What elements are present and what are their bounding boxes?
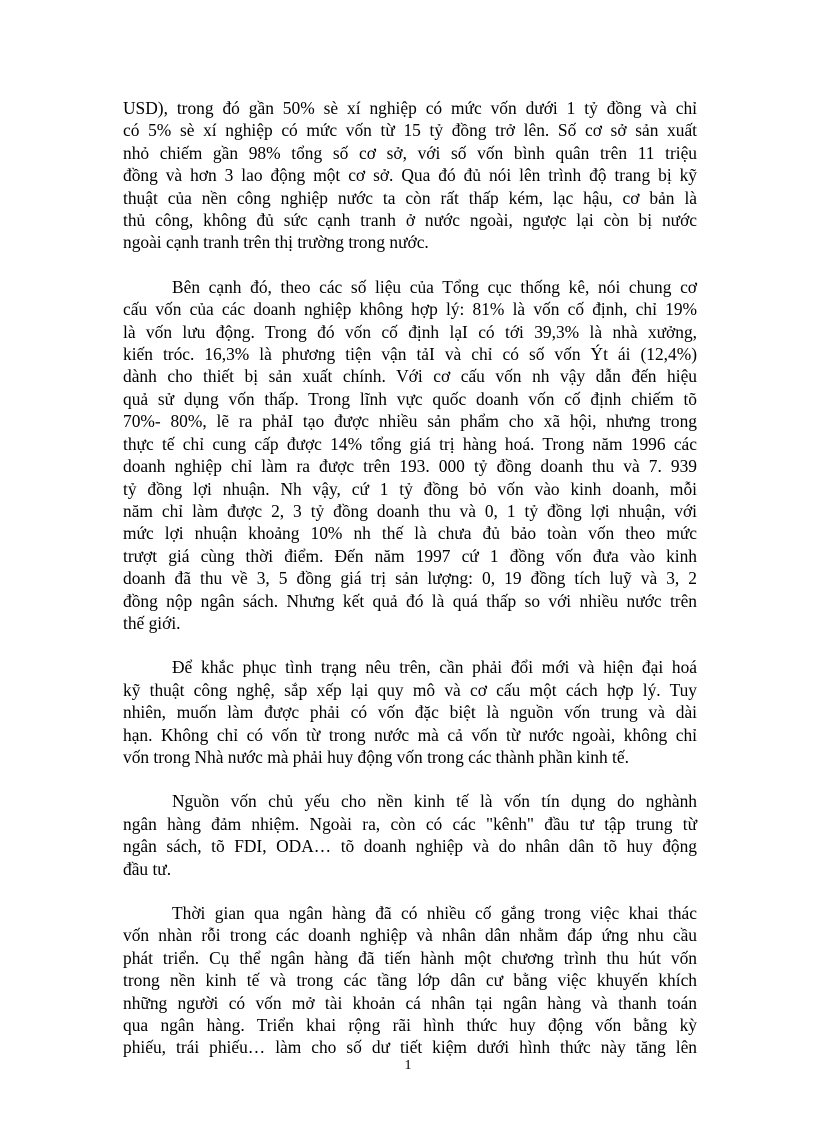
text-line: kiến tróc. 16,3% là phương tiện vận tảI và chỉ có số vốn Ýt ái (12,4%) [123,344,697,365]
text-line: thế giới. [123,612,181,633]
text-line: nhiên, muốn làm được phải có vốn đặc biệt là nguồn vốn trung và dài [123,702,697,723]
paragraph-5 [123,902,697,1059]
text-line: vốn nhàn rỗi trong các doanh nghiệp và nhân dân nhằm đáp ứng nhu cầu [123,925,697,946]
text-line: hạn. Không chỉ có vốn từ trong nước mà cả vốn từ nước ngoài, không chỉ [123,724,697,745]
text-line: đồng và hơn 3 lao động một cơ sở. Qua đó đủ nói lên trình độ trang bị kỹ [123,165,697,186]
text-line: doanh nghiệp chỉ làm ra được trên 193. 000 tỷ đồng doanh thu và 7. 939 [123,456,697,477]
text-line: Thời gian qua ngân hàng đã có nhiều cố gắng trong việc khai thác [172,903,697,923]
text-line: qua ngân hàng. Triển khai rộng rãi hình thức huy động vốn bằng kỳ [123,1015,697,1036]
text-line: có 5% sè xí nghiệp có mức vốn từ 15 tỷ đồng trở lên. Số cơ sở sản xuất [123,120,697,141]
document-body [123,97,697,1081]
text-line: Bên cạnh đó, theo các số liệu của Tổng cục thống kê, nói chung cơ [172,276,697,297]
text-line: Nguồn vốn chủ yếu cho nền kinh tế là vốn tín dụng do nghành [172,791,697,812]
text-line: dành cho thiết bị sản xuất chính. Với cơ cấu vốn nh vậy dẫn đến hiệu [123,366,697,387]
text-line: trong nền kinh tế và trong các tầng lớp dân cư bằng việc khuyến khích [123,970,697,991]
text-line: kỹ thuật công nghệ, sắp xếp lại quy mô và cơ cấu một cách hợp lý. Tuy [123,679,697,700]
text-line: năm chỉ làm được 2, 3 tỷ đồng doanh thu và 0, 1 tỷ đồng lợi nhuận, với [123,500,697,521]
text-line: mức lợi nhuận khoảng 10% nh thế là chưa đủ bảo toàn vốn theo mức [123,523,697,544]
text-line: USD), trong đó gần 50% sè xí nghiệp có mức vốn dưới 1 tỷ đồng và chỉ [123,98,697,118]
text-line: quả sử dụng vốn thấp. Trong lĩnh vực quốc doanh vốn cố định chiếm tõ [123,388,697,409]
paragraph-3 [123,656,697,768]
text-line: phát triển. Cụ thể ngân hàng đã tiến hành một chương trình thu hút vốn [123,947,697,968]
text-line: 70%- 80%, lẽ ra phảI tạo được nhiều sản phẩm cho xã hội, nhưng trong [123,411,697,432]
text-line: doanh đã thu về 3, 5 đồng giá trị sản lượng: 0, 19 đồng tích luỹ và 3, 2 [123,568,697,589]
text-line: nhỏ chiếm gần 98% tổng số cơ sở, với số vốn bình quân trên 11 triệu [123,142,697,163]
text-line: cấu vốn của các doanh nghiệp không hợp lý: 81% là vốn cố định, chỉ 19% [123,299,697,320]
text-line: đầu tư. [123,858,172,879]
text-line: đồng nộp ngân sách. Nhưng kết quả đó là quá thấp so với nhiều nước trên [123,590,697,611]
page-number: 1 [404,1058,412,1073]
text-line: những người có vốn mở tài khoản cá nhân tại ngân hàng và thanh toán [123,992,697,1013]
text-line: ngoài cạnh tranh trên thị trường trong nước. [123,232,429,253]
paragraph-2 [123,276,697,635]
text-line: ngân hàng đảm nhiệm. Ngoài ra, còn có các "kênh" đầu tư tập trung từ [123,813,697,834]
text-line: vốn trong Nhà nước mà phải huy động vốn trong các thành phần kinh tế. [123,746,629,767]
text-line: Để khắc phục tình trạng nêu trên, cần phải đổi mới và hiện đại hoá [172,657,697,678]
text-line: thực tế chỉ cung cấp được 14% tổng giá trị hàng hoá. Trong năm 1996 các [123,433,697,454]
text-line: tỷ đồng lợi nhuận. Nh vậy, cứ 1 tỷ đồng bỏ vốn vào kinh doanh, mỗi [123,478,697,499]
text-line: thủ công, không đủ sức cạnh tranh ở nước ngoài, ngược lại còn bị nước [123,210,697,231]
paragraph-1 [123,97,697,254]
text-line: thuật của nền công nghiệp nước ta còn rất thấp kém, lạc hậu, cơ bản là [123,187,697,208]
text-line: phiếu, trái phiếu… làm cho số dư tiết kiệm dưới hình thức này tăng lên [123,1037,697,1058]
paragraph-4 [123,790,697,880]
text-line: trượt giá cùng thời điểm. Đến năm 1997 cứ 1 đồng vốn đưa vào kinh [123,545,697,566]
text-line: ngân sách, tõ FDI, ODA… tõ doanh nghiệp và do nhân dân tõ huy động [123,836,697,857]
text-line: là vốn lưu động. Trong đó vốn cố định lạI có tới 39,3% là nhà xưởng, [123,321,697,342]
